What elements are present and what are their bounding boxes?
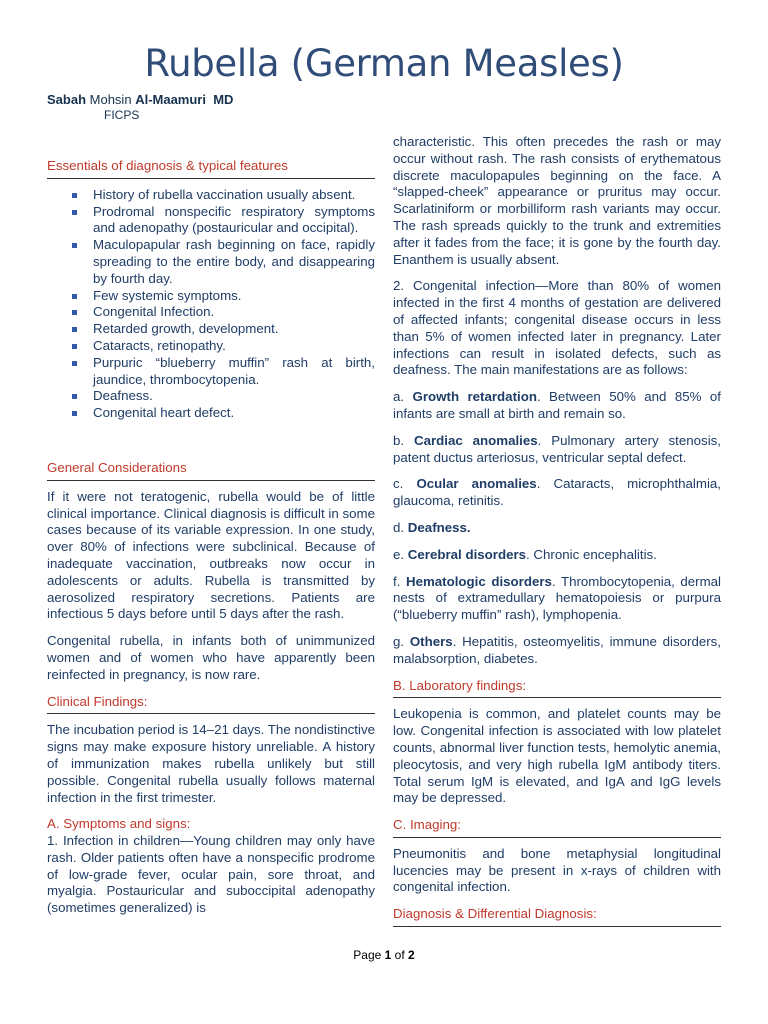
list-item: Purpuric “blueberry muffin” rash at birth, jaundice, thrombocytopenia. (93, 354, 375, 387)
symptoms-heading: A. Symptoms and signs: (47, 816, 191, 832)
clinical-paragraph: The incubation period is 14–21 days. The nondistinctive signs may make exposure history unreliable. A history of immunization makes rubella unlikely but still possible. Congenital rubella usually follows maternal infection in the first trimester. (47, 722, 375, 805)
list-item: Prodromal nonspecific respiratory symptoms and adenopathy (postauricular and occipital). (93, 203, 375, 236)
general-paragraph-1: If it were not teratogenic, rubella would be of little clinical importance. Clinical diagnosis is difficult in some cases because of its variable expression. In one study, over 80% of infections were subclinical. Because of inadequate vaccination, outbreaks now occur in adolescents or adults. Rubella is transmitted by aerosolized respiratory secretions. Patients are infectious 5 days before until 5 days after the rash. (47, 488, 375, 622)
author-last-name: Al-Maamuri (135, 92, 206, 107)
list-item: Deafness. (93, 388, 375, 405)
author-first-name: Sabah (47, 92, 87, 107)
author-middle-name: Mohsin (89, 92, 132, 107)
author-credential: FICPS (104, 108, 140, 122)
imaging-paragraph: Pneumonitis and bone metaphysial longitudinal lucencies may be present in x-rays of children with congenital infection. (393, 845, 721, 895)
list-item: Cataracts, retinopathy. (93, 338, 375, 355)
manifestation-item: b. Cardiac anomalies. Pulmonary artery stenosis, patent ductus arteriosus, ventricular septal defect. (393, 432, 722, 465)
list-item: Few systemic symptoms. (93, 288, 375, 305)
list-item: Congenital heart defect. (93, 405, 375, 422)
list-item: Congenital Infection. (93, 304, 375, 321)
symptoms-paragraph-1-cont: characteristic. This often precedes the rash or may occur without rash. The rash consists of erythematous discrete maculopapules beginning on the face. A “slapped-cheek” appearance or pruritus may occur. Scarlatiniform or morbilliform rash variants may occur. The rash spreads quickly to the trunk and extremities after it fades from the face; it is gone by the fourth day. Enanthem is usually absent. (393, 134, 721, 267)
author-line (47, 92, 233, 107)
manifestation-item: e. Cerebral disorders. Chronic encephalitis. (393, 546, 657, 562)
lab-paragraph: Leukopenia is common, and platelet counts may be low. Congenital infection is associated with low platelet counts, abnormal liver function tests, hemolytic anemia, pleocytosis, and very high rubella IgM antibody titers. Total serum IgM is elevated, and IgA and IgG levels may be depressed. (393, 706, 721, 806)
clinical-heading: Clinical Findings: (47, 694, 375, 715)
manifestation-item: d. Deafness. (393, 519, 471, 535)
list-item: History of rubella vaccination usually absent. (93, 187, 375, 204)
manifestation-item: g. Others. Hepatitis, osteomyelitis, immune disorders, malabsorption, diabetes. (393, 633, 721, 666)
manifestation-item: c. Ocular anomalies. Cataracts, microphthalmia, glaucoma, retinitis. (393, 476, 721, 509)
right-column (393, 134, 721, 935)
list-item: Retarded growth, development. (93, 321, 375, 338)
imaging-heading: C. Imaging: (393, 817, 721, 838)
essentials-heading: Essentials of diagnosis & typical features (47, 158, 375, 179)
list-item: Maculopapular rash beginning on face, rapidly spreading to the entire body, and disappearing by fourth day. (93, 237, 375, 286)
lab-heading: B. Laboratory findings: (393, 678, 721, 699)
essentials-list (47, 187, 375, 422)
manifestation-item: f. Hematologic disorders. Thrombocytopenia, dermal nests of extramedullary hematopoiesis or purpura (“blueberry muffin” rash), lymphopenia. (393, 573, 721, 623)
symptoms-paragraph-1: 1. Infection in children—Young children may only have rash. Older patients often have a nonspecific prodrome of low-grade fever, ocular pain, sore throat, and myalgia. Postauricular and suboccipital adenopathy (sometimes generalized) is (47, 833, 375, 916)
symptoms-paragraph-2: 2. Congenital infection—More than 80% of women infected in the first 4 months of gestation are delivered of affected infants; congenital disease occurs in less than 5% of women infected later in pregnancy. Later infections can result in isolated defects, such as deafness. The main manifestations are as follows: (393, 278, 721, 378)
manifestation-item: a. Growth retardation. Between 50% and 85% of infants are small at birth and remain so. (393, 389, 721, 421)
page-footer: Page 1 of 2 (353, 948, 415, 962)
left-column (47, 158, 375, 927)
general-paragraph-2: Congenital rubella, in infants both of unimmunized women and of women who have apparently been reinfected in pregnancy, is now rare. (47, 633, 375, 682)
diagnosis-heading: Diagnosis & Differential Diagnosis: (393, 906, 721, 927)
author-degree: MD (213, 92, 234, 107)
general-heading: General Considerations (47, 460, 375, 481)
page-title: Rubella (German Measles) (144, 42, 624, 85)
